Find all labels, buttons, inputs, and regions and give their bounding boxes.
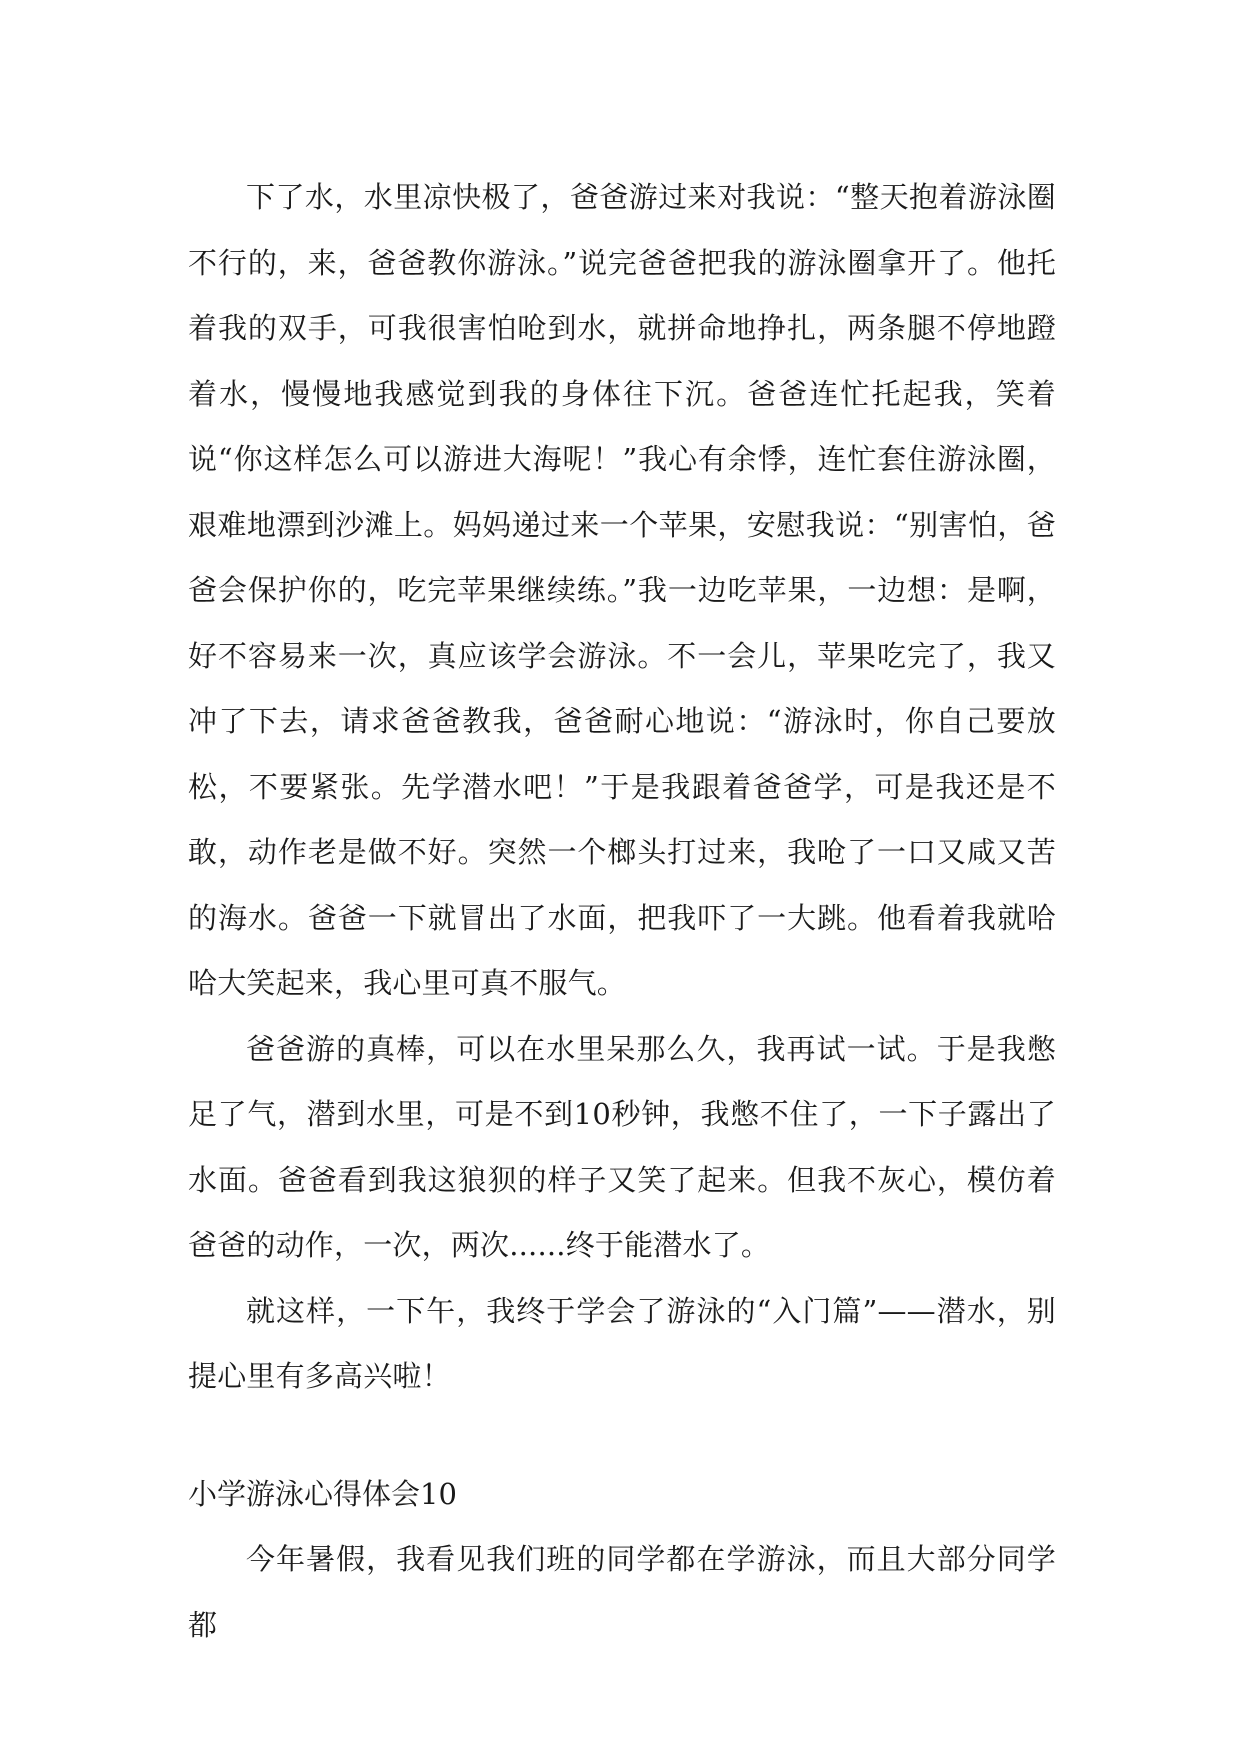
document-body — [188, 165, 1056, 1658]
paragraph-3: 就这样，一下午，我终于学会了游泳的“入门篇”——潜水，别提心里有多高兴啦！ — [188, 1293, 1056, 1393]
paragraph-2: 爸爸游的真棒，可以在水里呆那么久，我再试一试。于是我憋足了气，潜到水里，可是不到10秒钟，我憋不住了，一下子露出了水面。爸爸看到我这狼狈的样子又笑了起来。但我不灰心，模仿着爸爸的动作，一次，两次......终于能潜水了。 — [188, 1031, 1056, 1262]
section-gap — [188, 1410, 1056, 1462]
paragraph-4: 今年暑假，我看见我们班的同学都在学游泳，而且大部分同学都 — [188, 1542, 1056, 1642]
paragraph-1: 下了水，水里凉快极了，爸爸游过来对我说：“整天抱着游泳圈不行的，来，爸爸教你游泳。”说完爸爸把我的游泳圈拿开了。他托着我的双手，可我很害怕呛到水，就拼命地挣扎，两条腿不停地蹬着水，慢慢地我感觉到我的身体往下沉。爸爸连忙托起我，笑着说“你这样怎么可以游进大海呢！”我心有余悸，连忙套住游泳圈，艰难地漂到沙滩上。妈妈递过来一个苹果，安慰我说：“别害怕，爸爸会保护你的，吃完苹果继续练。”我一边吃苹果，一边想：是啊，好不容易来一次，真应该学会游泳。不一会儿，苹果吃完了，我又冲了下去，请求爸爸教我，爸爸耐心地说：“游泳时，你自己要放松，不要紧张。先学潜水吧！”于是我跟着爸爸学，可是我还是不敢，动作老是做不好。突然一个榔头打过来，我呛了一口又咸又苦的海水。爸爸一下就冒出了水面，把我吓了一大跳。他看着我就哈哈大笑起来，我心里可真不服气。 — [188, 180, 1056, 1000]
section-title: 小学游泳心得体会10 — [188, 1476, 457, 1511]
